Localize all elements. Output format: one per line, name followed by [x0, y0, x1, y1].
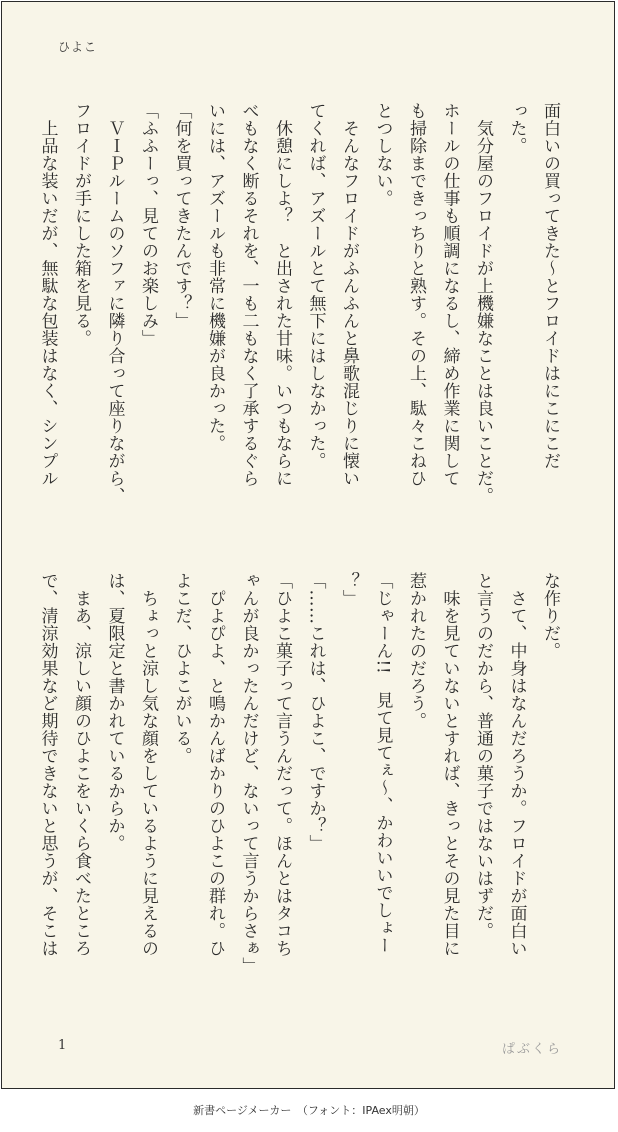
text-column: 「ふふーっ、見てのお楽しみ」	[138, 102, 158, 347]
text-column: ホールの仕事も順調になるし、締め作業に関して	[439, 102, 460, 487]
page-number: 1	[58, 1038, 67, 1053]
text-column: さて、中身はなんだろうか。フロイドが面白い	[506, 572, 527, 957]
text-column: とつしない。	[372, 102, 393, 207]
text-column: った。	[506, 102, 527, 155]
text-column: 「何を買ってきたんです？」	[171, 102, 192, 330]
text-column: と言うのだから、普通の菓子ではないはずだ。	[473, 572, 493, 940]
text-column: で、清涼効果など期待できないと思うが、そこは	[37, 572, 58, 957]
text-column: 上品な装いだが、無駄な包装はなく、シンプル	[37, 102, 58, 487]
text-column: ？」	[339, 572, 359, 607]
text-column: べもなく断るそれを、一も二もなく了承するぐら	[238, 102, 259, 487]
text-column: てくれば、アズールとて無下にはしなかった。	[305, 102, 326, 470]
text-column: 気分屋のフロイドが上機嫌なことは良いことだ。	[473, 102, 493, 505]
text-column: ちょっと涼し気な顔をしているように見えるの	[138, 572, 158, 957]
text-column: フロイドが手にした箱を見る。	[71, 102, 91, 347]
author-name: ぱぶくら	[501, 1042, 562, 1057]
credit-line: 新書ページメーカー （フォント：IPAex明朝）	[193, 1104, 425, 1117]
text-column: も掃除まできっちりと熟す。その上、駄々こねひ	[406, 102, 426, 487]
text-column: ＶＩＰルームのソファに隣り合って座りながら、	[104, 102, 125, 505]
text-column: 「……これは、ひよこ、ですか？」	[305, 572, 326, 852]
text-column: 「じゃーん!! 見て見てぇ〜、かわいいでしょー	[372, 572, 393, 955]
book-page	[1, 1, 615, 1089]
text-column: まあ、涼しい顔のひよこをいくら食べたところ	[71, 572, 91, 957]
text-column: 面白いの買ってきた〜とフロイドはにこにこだ	[540, 102, 560, 470]
running-header-title: ひよこ	[58, 40, 98, 54]
text-block-top	[30, 102, 566, 522]
text-block-bottom	[30, 572, 566, 992]
text-column: ゃんが良かったんだけど、ないって言うからさぁ」	[238, 572, 259, 975]
text-column: そんなフロイドがふんふんと鼻歌混じりに懐い	[339, 102, 359, 487]
text-column: よこだ、ひよこがいる。	[171, 572, 192, 765]
text-column: な作りだ。	[540, 572, 560, 660]
text-column: いには、アズールも非常に機嫌が良かった。	[205, 102, 225, 452]
text-column: 惹かれたのだろう。	[406, 572, 426, 730]
text-column: ぴよぴよ、と鳴かんばかりのひよこの群れ。ひ	[205, 572, 225, 957]
text-column: 「ひよこ菓子って言うんだって。ほんとはタコち	[272, 572, 292, 957]
text-column: 味を見ていないとすれば、きっとその見た目に	[439, 572, 460, 957]
text-column: は、夏限定と書かれているからか。	[104, 572, 125, 852]
text-column: 休憩にしよ？ と出された甘味。いつもならに	[272, 102, 292, 487]
